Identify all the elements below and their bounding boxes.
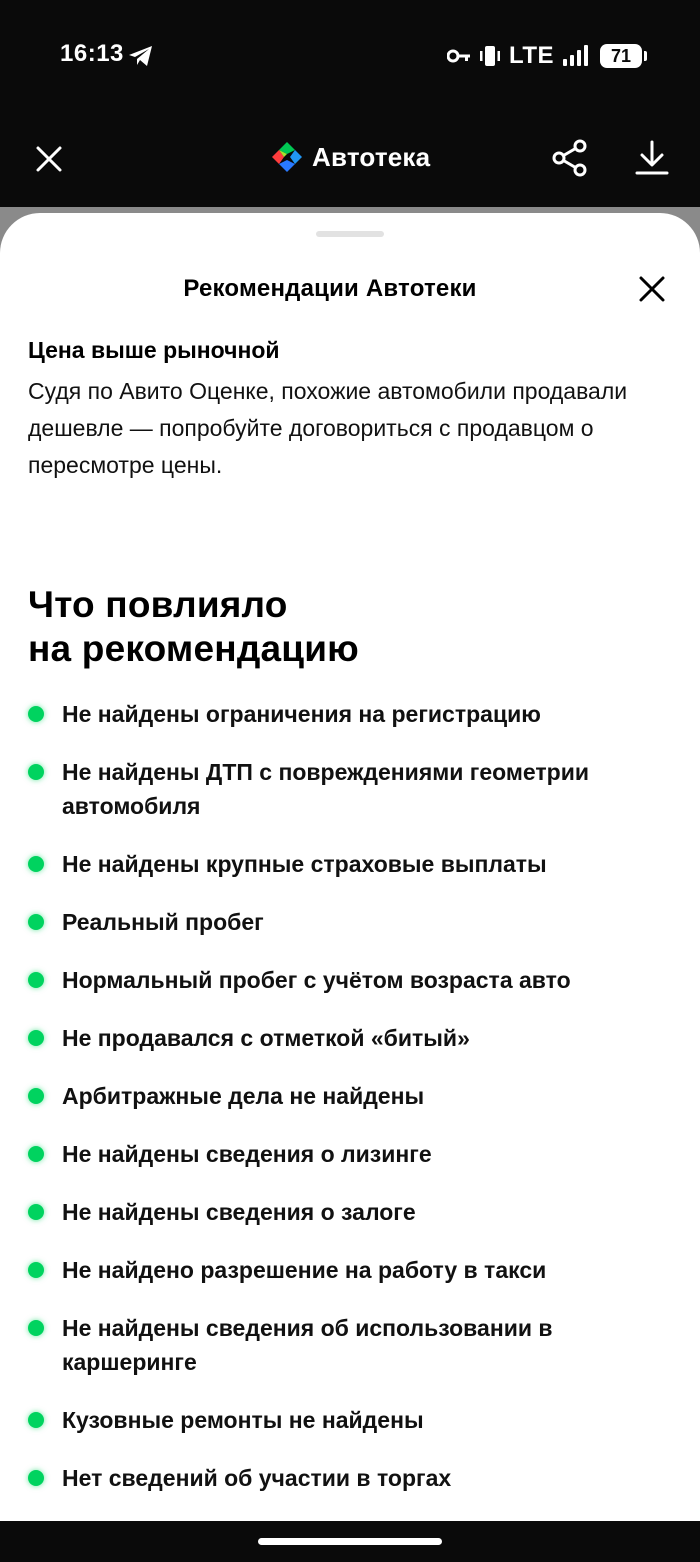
vibrate-icon [479, 44, 501, 68]
download-icon[interactable] [632, 138, 672, 178]
close-icon[interactable] [30, 140, 68, 178]
network-type: LTE [508, 42, 554, 69]
factor-item [28, 1137, 678, 1171]
signal-icon [562, 44, 592, 68]
status-icons [447, 40, 642, 72]
green-dot-icon [28, 1412, 44, 1428]
green-dot-icon [28, 856, 44, 872]
factor-label: Нет сведений об участии в торгах [62, 1465, 452, 1491]
recommendations-sheet [0, 213, 700, 1521]
brand [270, 140, 430, 174]
factor-item [28, 1021, 678, 1055]
telegram-icon [128, 44, 154, 68]
factor-label: Реальный пробег [62, 909, 264, 935]
factor-item [28, 1253, 678, 1287]
status-time: 16:13 [60, 40, 124, 67]
factor-item [28, 1461, 678, 1495]
factor-item [28, 905, 678, 939]
gesture-nav-bar [0, 1521, 700, 1562]
share-icon[interactable] [550, 138, 590, 178]
factors-heading [28, 583, 668, 671]
autoteka-logo-icon [270, 140, 304, 174]
recommendation-text: Судя по Авито Оценке, похожие автомобили продавали дешевле — попробуйте договориться с продавцом о пересмотре цены. [28, 378, 628, 478]
recommendation-title: Цена выше рыночной [28, 337, 280, 363]
factor-label: Нормальный пробег с учётом возраста авто [62, 967, 571, 993]
green-dot-icon [28, 1088, 44, 1104]
factor-label: Не продавался с отметкой «битый» [62, 1025, 470, 1051]
battery-icon: 71 [600, 44, 642, 68]
factor-label: Арбитражные дела не найдены [62, 1083, 425, 1109]
factors-list [28, 697, 678, 1495]
factor-item [28, 755, 678, 823]
green-dot-icon [28, 1204, 44, 1220]
green-dot-icon [28, 1262, 44, 1278]
factor-label: Не найдены ДТП с повреждениями геометрии автомобиля [62, 759, 589, 819]
green-dot-icon [28, 1470, 44, 1486]
green-dot-icon [28, 1146, 44, 1162]
factor-label: Кузовные ремонты не найдены [62, 1407, 424, 1433]
factors-heading-line2: на рекомендацию [28, 628, 359, 669]
factor-item [28, 1195, 678, 1229]
factor-item [28, 1079, 678, 1113]
factors-heading-line1: Что повлияло [28, 584, 288, 625]
status-bar [0, 0, 700, 112]
brand-name: Автотека [312, 141, 431, 172]
factor-label: Не найдены сведения об использовании в каршеринге [62, 1315, 553, 1375]
factor-label: Не найдены сведения о залоге [62, 1199, 416, 1225]
factor-item [28, 847, 678, 881]
sheet-title: Рекомендации Автотеки [183, 275, 477, 302]
sheet-drag-handle[interactable] [316, 231, 384, 237]
green-dot-icon [28, 914, 44, 930]
green-dot-icon [28, 1030, 44, 1046]
green-dot-icon [28, 1320, 44, 1336]
sheet-close-icon[interactable] [634, 271, 670, 307]
home-gesture-handle[interactable] [258, 1538, 442, 1545]
green-dot-icon [28, 972, 44, 988]
factor-item [28, 963, 678, 997]
green-dot-icon [28, 706, 44, 722]
factor-item [28, 1403, 678, 1437]
factor-label: Не найдены ограничения на регистрацию [62, 701, 541, 727]
factor-label: Не найдены сведения о лизинге [62, 1141, 432, 1167]
key-icon [447, 48, 471, 64]
factor-label: Не найдены крупные страховые выплаты [62, 851, 547, 877]
green-dot-icon [28, 764, 44, 780]
factor-item [28, 1311, 678, 1379]
factor-item [28, 697, 678, 731]
factor-label: Не найдено разрешение на работу в такси [62, 1257, 547, 1283]
app-bar [0, 112, 700, 207]
